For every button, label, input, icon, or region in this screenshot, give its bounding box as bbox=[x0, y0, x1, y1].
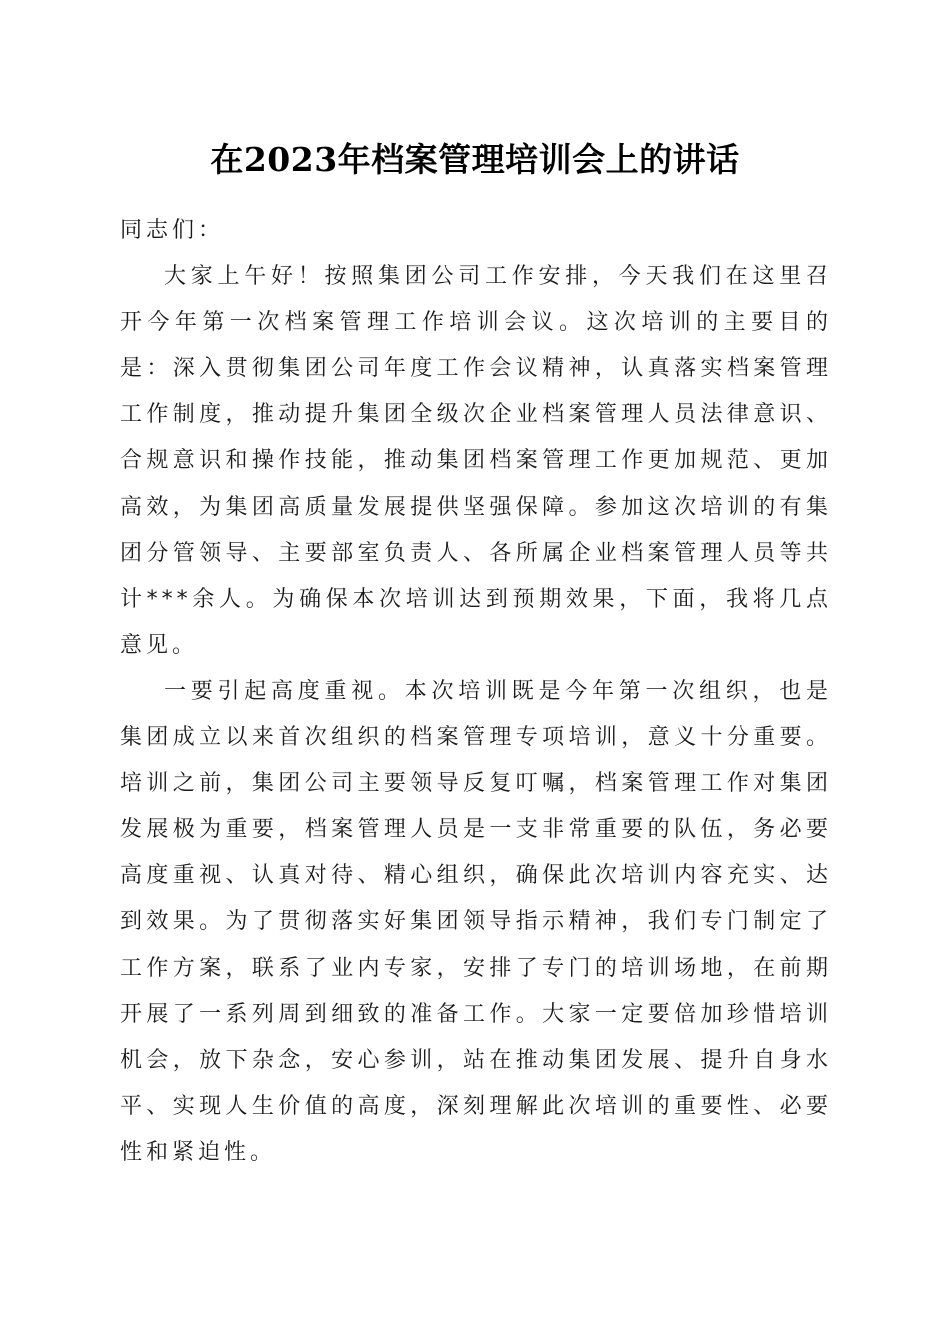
document-title: 在2023年档案管理培训会上的讲话 bbox=[210, 140, 740, 179]
paragraph-point-one: 一要引起高度重视。本次培训既是今年第一次组织，也是集团成立以来首次组织的档案管理专项培训，意义十分重要。培训之前，集团公司主要领导反复叮嘱，档案管理工作对集团发展极为重要，档案管理人员是一支非常重要的队伍，务必要高度重视、认真对待、精心组织，确保此次培训内容充实、达到效果。为了贯彻落实好集团领导指示精神，我们专门制定了工作方案，联系了业内专家，安排了专门的培训场地，在前期开展了一系列周到细致的准备工作。大家一定要倍加珍惜培训机会，放下杂念，安心参训，站在推动集团发展、提升自身水平、实现人生价值的高度，深刻理解此次培训的重要性、必要性和紧迫性。 bbox=[120, 678, 832, 1165]
paragraph-opening: 大家上午好！按照集团公司工作安排，今天我们在这里召开今年第一次档案管理工作培训会议。这次培训的主要目的是：深入贯彻集团公司年度工作会议精神，认真落实档案管理工作制度，推动提升集团全级次企业档案管理人员法律意识、合规意识和操作技能，推动集团档案管理工作更加规范、更加高效，为集团高质量发展提供坚强保障。参加这次培训的有集团分管领导、主要部室负责人、各所属企业档案管理人员等共计***余人。为确保本次培训达到预期效果，下面，我将几点意见。 bbox=[120, 264, 832, 658]
document-body bbox=[120, 208, 832, 1176]
salutation: 同志们： bbox=[120, 218, 225, 243]
